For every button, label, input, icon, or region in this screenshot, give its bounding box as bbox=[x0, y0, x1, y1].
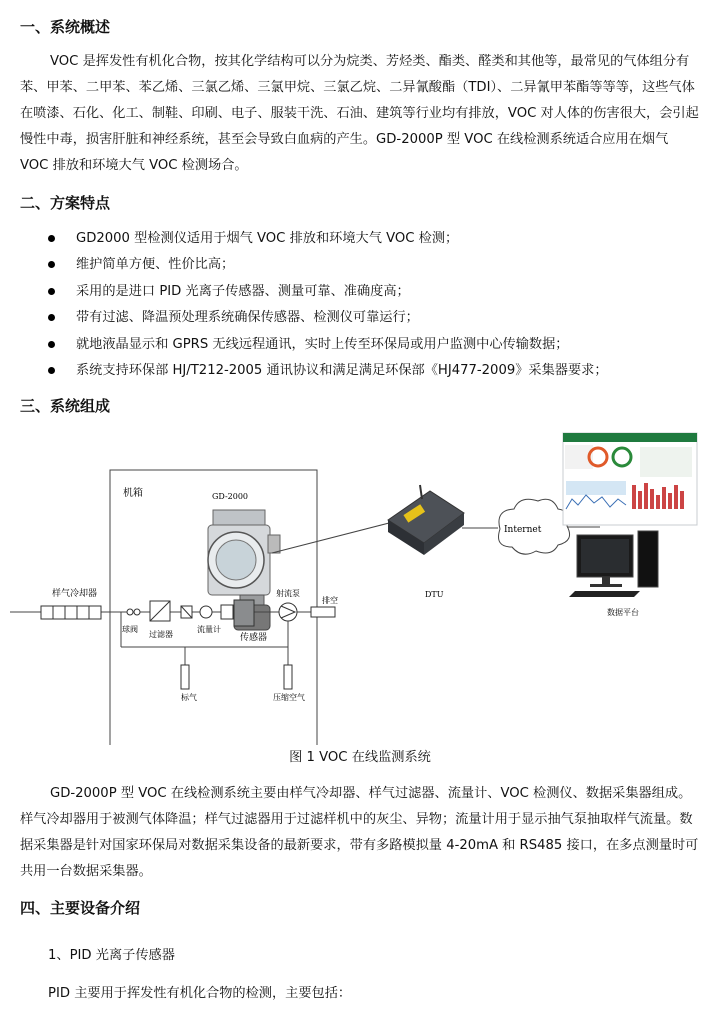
exhaust-port bbox=[311, 607, 335, 617]
bullet-icon bbox=[48, 314, 55, 321]
subsection-title-pid: 1、PID 光离子传感器 bbox=[48, 948, 175, 963]
pid-intro-text: PID 主要用于挥发性有机化合物的检测，主要包括： bbox=[48, 986, 352, 1001]
pump-label: 射流泵 bbox=[276, 589, 300, 598]
flowmeter-icon bbox=[200, 606, 212, 618]
bullet-icon bbox=[48, 261, 55, 268]
list-item: 带有过滤、降温预处理系统确保传感器、检测仪可靠运行； bbox=[0, 305, 720, 331]
exhaust-label: 排空 bbox=[322, 596, 338, 605]
flowmeter-label: 流量计 bbox=[197, 625, 221, 634]
bullet-icon bbox=[48, 288, 55, 295]
air-label: 压缩空气 bbox=[273, 693, 305, 702]
feature-list bbox=[0, 226, 720, 384]
valve-icon bbox=[127, 609, 140, 615]
valve-label: 球阀 bbox=[122, 625, 138, 634]
system-diagram bbox=[0, 425, 720, 745]
list-item: 采用的是进口 PID 光离子传感器、测量可靠、准确度高； bbox=[0, 279, 720, 305]
list-item: 维护简单方便、性价比高； bbox=[0, 252, 720, 278]
dtu-label: DTU bbox=[425, 590, 444, 599]
overview-paragraph: VOC 是挥发性有机化合物，按其化学结构可以分为烷类、芳烃类、酯类、醛类和其他等，最常见的气体组分有苯、甲苯、二甲苯、苯乙烯、三氯乙烯、三氯甲烷、三氯乙烷、二异氰酸酯（TDI）、二异氰甲苯酯等等等，这些气体在喷漆、石化、化工、制鞋、印刷、电子、服装干洗、石油、建筑等行业均有排放，VOC 对人体的伤害很大，会引起慢性中毒，损害肝脏和神经系统，甚至会导致白血病的产生。GD-2000P 型 VOC 在线检测系统适合应用在烟气 VOC 排放和环境大气 VOC 检测场合。 bbox=[20, 54, 699, 173]
std-gas-label: 标气 bbox=[181, 693, 197, 702]
bullet-icon bbox=[48, 367, 55, 374]
bullet-icon bbox=[48, 341, 55, 348]
composition-paragraph: GD-2000P 型 VOC 在线检测系统主要由样气冷却器、样气过滤器、流量计、VOC 检测仪、数据采集器组成。样气冷却器用于被测气体降温；样气过滤器用于过滤样机中的灰尘、异物；流量计用于显示抽气泵抽取样气流量。数据采集器是针对国家环保局对数据采集设备的最新要求，带有多路模拟量 4-20mA 和 RS485 接口，在多点测量时可共用一台数据采集器。 bbox=[20, 786, 699, 879]
air-port bbox=[284, 665, 292, 689]
model-label: GD-2000 bbox=[212, 492, 249, 501]
list-item: 系统支持环保部 HJ/T212-2005 通讯协议和满足满足环保部《HJ477-2009》采集器要求； bbox=[0, 358, 720, 384]
sensor-label: 传感器 bbox=[240, 633, 268, 643]
platform-label: 数据平台 bbox=[607, 608, 639, 617]
section-title-features: 二、方案特点 bbox=[20, 194, 111, 212]
dtu-image bbox=[388, 485, 464, 555]
filter-label: 过滤器 bbox=[149, 630, 173, 639]
filter-icon bbox=[150, 601, 170, 621]
section-title-devices: 四、主要设备介绍 bbox=[20, 899, 141, 917]
std-gas-port bbox=[181, 665, 189, 689]
section-title-composition: 三、系统组成 bbox=[20, 397, 111, 415]
cooler-label: 样气冷却器 bbox=[52, 589, 98, 599]
dashboard-image bbox=[563, 433, 697, 525]
bullet-icon bbox=[48, 235, 55, 242]
section-title-overview: 一、系统概述 bbox=[20, 18, 111, 36]
list-item: GD2000 型检测仪适用于烟气 VOC 排放和环境大气 VOC 检测； bbox=[0, 226, 720, 252]
list-item: 就地液晶显示和 GPRS 无线远程通讯，实时上传至环保局或用户监测中心传输数据； bbox=[0, 332, 720, 358]
figure-caption: 图 1 VOC 在线监测系统 bbox=[289, 750, 431, 765]
cabinet-label: 机箱 bbox=[123, 488, 143, 499]
internet-label: Internet bbox=[504, 525, 542, 535]
computer-image bbox=[569, 531, 658, 597]
cooler-body bbox=[41, 606, 101, 619]
